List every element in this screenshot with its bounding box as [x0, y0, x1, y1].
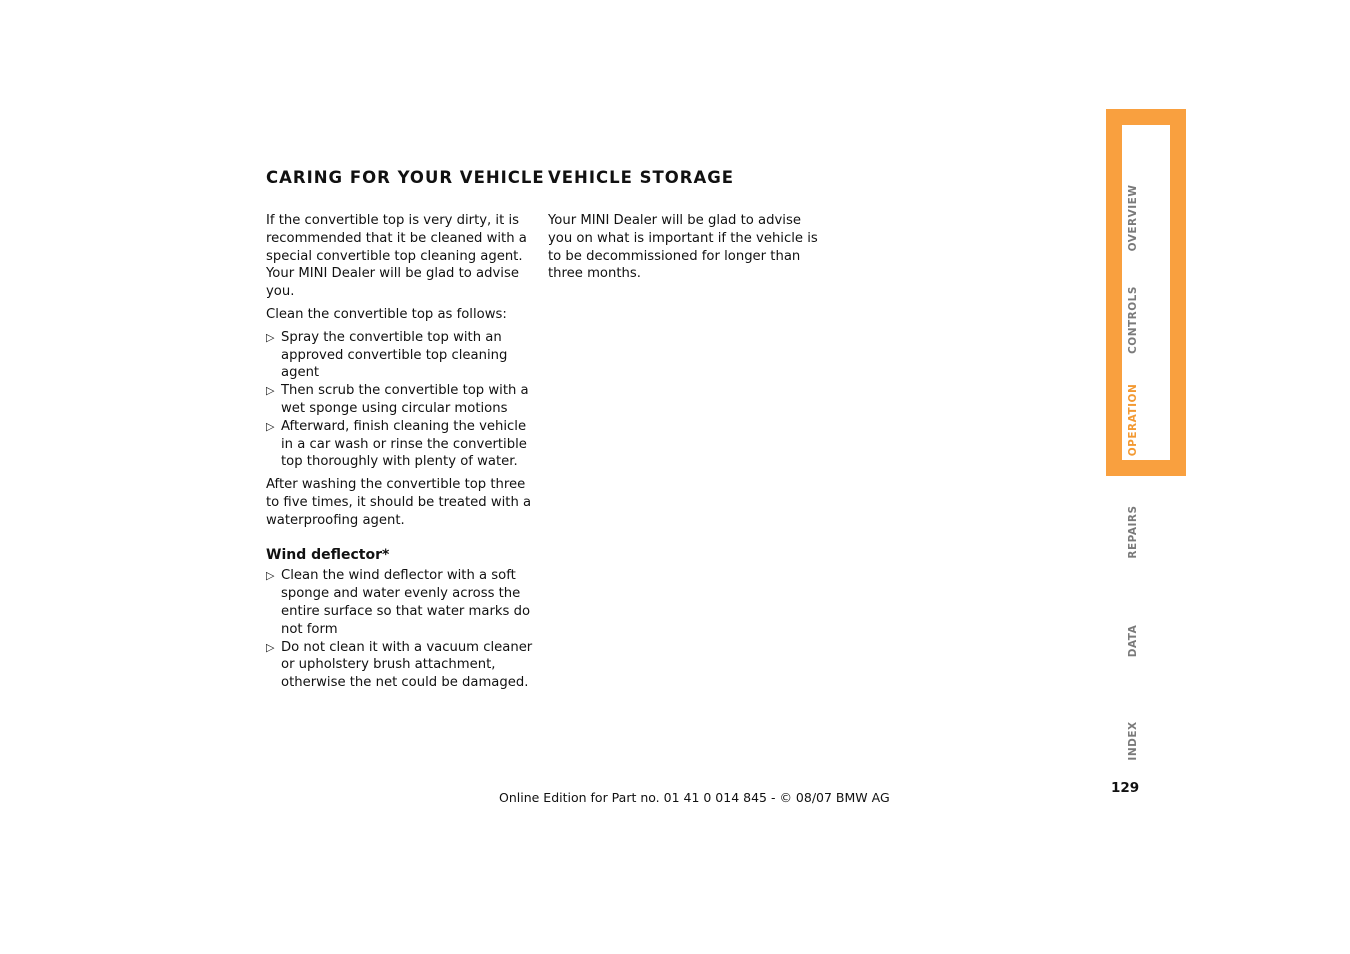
list-item-text: Spray the convertible top with an approved convertible top cleaning agent — [281, 329, 508, 381]
page-number: 129 — [1111, 780, 1140, 796]
nav-overview[interactable]: OVERVIEW — [1127, 184, 1139, 252]
list-item — [266, 639, 538, 692]
list-item-text: Clean the wind deflector with a soft sponge and water evenly across the entire surface so that water marks do not form — [281, 568, 531, 637]
list-item — [266, 418, 538, 471]
nav-controls[interactable]: CONTROLS — [1127, 286, 1139, 354]
nav-repairs[interactable]: REPAIRS — [1127, 505, 1139, 559]
footer-edition: Online Edition for Part no. 01 41 0 014 845 - © 08/07 BMW AG — [499, 790, 890, 805]
nav-index[interactable]: INDEX — [1127, 721, 1139, 761]
list-item-text: Afterward, finish cleaning the vehicle in a car wash or rinse the convertible top thoroughly with plenty of water. — [281, 418, 527, 470]
bullet-triangle-icon: ▷ — [266, 419, 275, 433]
list-item — [266, 382, 538, 418]
bullet-triangle-icon: ▷ — [266, 640, 275, 654]
wind-deflector-list — [266, 567, 538, 692]
list-item — [266, 329, 538, 382]
nav-data[interactable]: DATA — [1127, 624, 1139, 658]
cleaning-steps-list — [266, 329, 538, 471]
storage-paragraph: Your MINI Dealer will be glad to advise you on what is important if the vehicle is to be decommissioned for longer than three months. — [548, 213, 818, 282]
wind-deflector-heading: Wind deflector* — [266, 546, 390, 563]
section-heading-storage: VEHICLE STORAGE — [548, 168, 735, 187]
left-column — [266, 166, 545, 697]
bullet-triangle-icon: ▷ — [266, 384, 275, 398]
after-washing-paragraph: After washing the convertible top three to five times, it should be treated with a waterproofing agent. — [266, 477, 532, 528]
bullet-triangle-icon: ▷ — [266, 569, 275, 583]
nav-operation[interactable]: OPERATION — [1127, 383, 1139, 457]
list-item-text: Do not clean it with a vacuum cleaner or upholstery brush attachment, otherwise the net could be damaged. — [281, 639, 533, 691]
steps-intro: Clean the convertible top as follows: — [266, 306, 507, 322]
section-heading-caring: CARING FOR YOUR VEHICLE — [266, 168, 545, 187]
right-column — [548, 166, 820, 288]
active-section-tab — [1106, 109, 1186, 476]
intro-paragraph: If the convertible top is very dirty, it is recommended that it be cleaned with a special convertible top cleaning agent. Your MINI Dealer will be glad to advise you. — [266, 213, 527, 300]
list-item-text: Then scrub the convertible top with a wet sponge using circular motions — [281, 383, 529, 416]
bullet-triangle-icon: ▷ — [266, 330, 275, 344]
list-item — [266, 567, 538, 638]
